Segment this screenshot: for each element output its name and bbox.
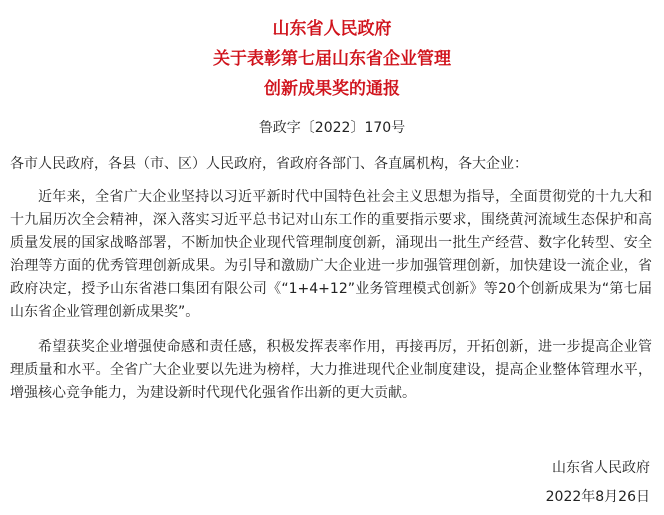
signature-date: 2022年8月26日 (545, 489, 650, 505)
body-paragraph-2: 希望获奖企业增强使命感和责任感，积极发挥表率作用，再接再厉，开拓创新，进一步提高企业管理质量和水平。全省广大企业要以先进为榜样，大力推进现代企业制度建设，提高企业整体管理水平，增强核心竞争能力，为建设新时代现代化强省作出新的更大贡献。 (10, 339, 652, 401)
title-line-issuer: 山东省人民政府 (272, 19, 392, 39)
title-line-subject: 关于表彰第七届山东省企业管理 (213, 49, 451, 69)
title-line-notice: 创新成果奖的通报 (264, 79, 400, 99)
salutation: 各市人民政府，各县（市、区）人民政府，省政府各部门、各直属机构，各大企业： (10, 156, 528, 172)
document-title (0, 0, 664, 104)
signature-organization: 山东省人民政府 (552, 460, 650, 476)
document-number: 鲁政字〔2022〕170号 (258, 120, 406, 136)
body-paragraph-1: 近年来，全省广大企业坚持以习近平新时代中国特色社会主义思想为指导，全面贯彻党的十九大和十九届历次全会精神，深入落实习近平总书记对山东工作的重要指示要求，围绕黄河流域生态保护和高质量发展的国家战略部署，不断加快企业现代管理制度创新，涌现出一批生产经营、数字化转型、安全治理等方面的优秀管理创新成果。为引导和激励广大企业进一步加强管理创新，加快建设一流企业，省政府决定，授予山东省港口集团有限公司《“1+4+12”业务管理模式创新》等20个创新成果为“第七届山东省企业管理创新成果奖”。 (10, 189, 652, 320)
